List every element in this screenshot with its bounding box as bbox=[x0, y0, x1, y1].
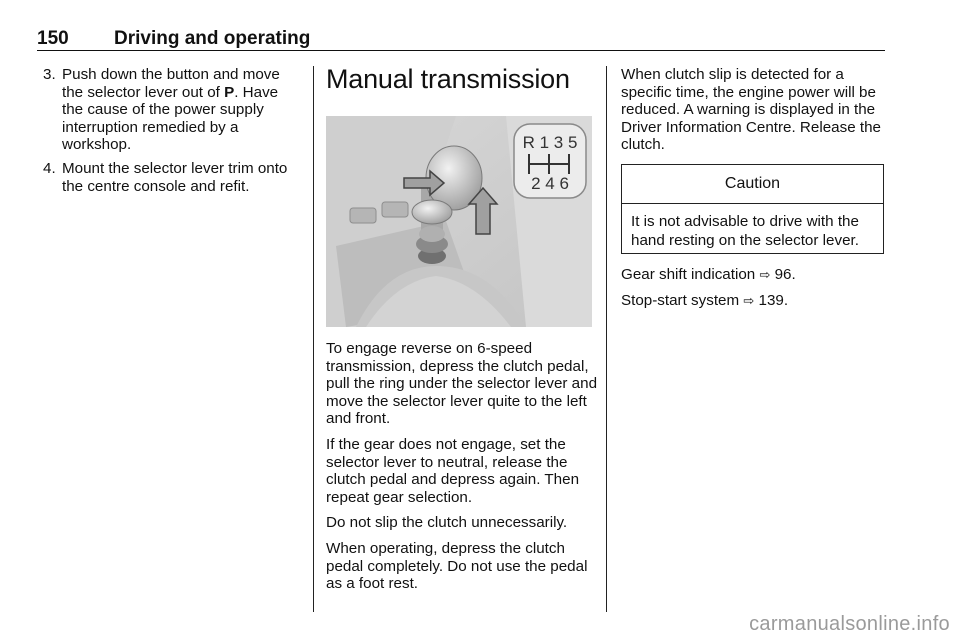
middle-column-text bbox=[326, 340, 598, 601]
step-item bbox=[37, 160, 299, 195]
step-list bbox=[37, 66, 299, 195]
arrow-icon: ⇨ bbox=[759, 267, 771, 282]
step-number: 3. bbox=[43, 66, 56, 83]
step-text: Mount the selector lever trim onto the centre console and refit. bbox=[62, 159, 288, 195]
page-header bbox=[37, 28, 885, 51]
reference-page: 96. bbox=[770, 266, 796, 283]
gear-pattern-top: R 1 3 5 bbox=[522, 133, 578, 152]
page-number: 150 bbox=[37, 28, 69, 49]
reference-text: Gear shift indication bbox=[621, 266, 760, 283]
paragraph: To engage reverse on 6-speed transmission, depress the clutch pedal, pull the ring under the selector lever and move the selector lever quite to the left and front. bbox=[326, 340, 598, 428]
paragraph: When operating, depress the clutch pedal completely. Do not use the pedal as a foot rest. bbox=[326, 539, 588, 593]
reference-text: Stop-start system bbox=[621, 291, 744, 309]
gear-lever-illustration bbox=[326, 116, 592, 327]
gear-p-label: P bbox=[224, 83, 235, 101]
gear-pattern-bottom: 2 4 6 bbox=[531, 174, 569, 193]
caution-box bbox=[621, 164, 884, 254]
column-divider-2 bbox=[606, 66, 607, 612]
reference-link[interactable] bbox=[621, 292, 889, 310]
left-column bbox=[37, 66, 299, 201]
arrow-icon: ⇨ bbox=[743, 292, 755, 308]
reference-link[interactable] bbox=[621, 266, 889, 284]
right-column-intro bbox=[621, 66, 889, 162]
column-divider-1 bbox=[313, 66, 314, 612]
watermark: carmanualsonline.info bbox=[749, 613, 950, 635]
step-text-part: . Have the cause of the power supply interruption remedied by a workshop. bbox=[62, 83, 279, 154]
section-title: Driving and operating bbox=[114, 28, 311, 49]
paragraph: Do not slip the clutch unnecessarily. bbox=[326, 514, 568, 532]
manual-transmission-heading: Manual transmission bbox=[326, 64, 570, 94]
caution-title: Caution bbox=[622, 165, 883, 204]
caution-text: It is not advisable to drive with the hand resting on the selector lever. bbox=[631, 213, 859, 249]
right-column-refs bbox=[621, 266, 889, 317]
gear-lever-figure bbox=[326, 116, 592, 327]
step-item bbox=[37, 66, 299, 154]
step-number: 4. bbox=[43, 159, 56, 177]
reference-page: 139. bbox=[754, 291, 789, 309]
paragraph: If the gear does not engage, set the selector lever to neutral, release the clutch pedal and depress again. Then repeat gear selection. bbox=[326, 435, 580, 506]
step-text-part: Push down the button and move the selector lever out of bbox=[62, 66, 280, 101]
paragraph: When clutch slip is detected for a specific time, the engine power will be reduced. A warning is displayed in the Driver Information Centre. Release the clutch. bbox=[621, 66, 881, 154]
